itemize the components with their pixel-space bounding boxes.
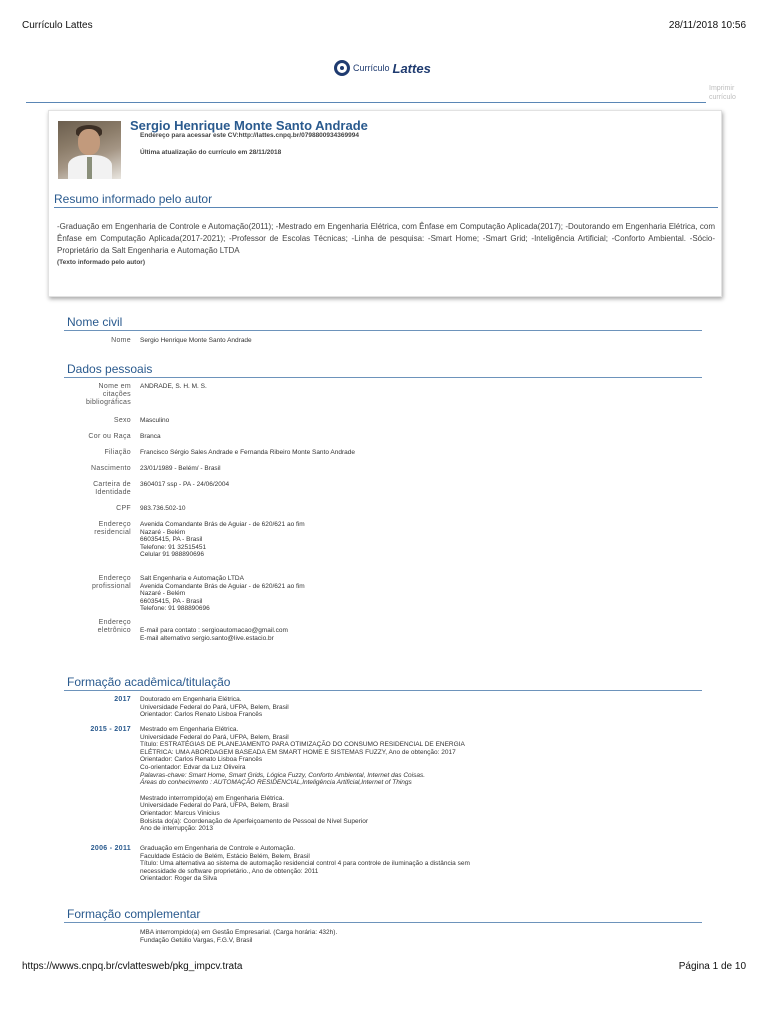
row-label: Nascimento — [91, 465, 131, 472]
complementar-line: MBA interrompido(a) em Gestão Empresarial. (Carga horária: 432h). — [140, 929, 338, 936]
header-divider — [26, 102, 706, 103]
complementar-line: Fundação Getúlio Vargas, F.G.V, Brasil — [140, 936, 253, 944]
formacao-line: Palavras-chave: Smart Home, Smart Grids, Lógica Fuzzy, Conforto Ambiental, Internet das Coisas. — [140, 771, 426, 779]
section-title-dados-pessoais: Dados pessoais — [67, 362, 153, 376]
formacao-entry — [140, 726, 480, 833]
formacao-line: Orientador: Carlos Renato Lisboa Francês — [140, 756, 263, 764]
row-value — [140, 465, 580, 473]
row-value — [140, 481, 580, 489]
row-value-line: 23/01/1989 - Belém/ - Brasil — [140, 465, 221, 472]
row-value-line: E-mail alternativo sergio.santo@live.estacio.br — [140, 634, 274, 642]
formacao-line: Co-orientador: Edvar da Luz Oliveira — [140, 763, 246, 771]
formacao-entry — [140, 845, 480, 883]
row-label: Nome em citações bibliográficas — [85, 383, 131, 406]
row-value-line: Avenida Comandante Brás de Aguiar - de 620/621 ao fim — [140, 521, 305, 528]
section-divider — [64, 690, 702, 691]
row-label: CPF — [116, 505, 131, 512]
lattes-logo[interactable] — [334, 60, 431, 76]
formacao-line: Ano de interrupção: 2013 — [140, 825, 213, 833]
formacao-line: Universidade Federal do Pará, UFPA, Belem, Brasil — [140, 703, 289, 711]
row-value-nome: Sergio Henrique Monte Santo Andrade — [140, 337, 252, 344]
section-title-formacao: Formação acadêmica/titulação — [67, 675, 231, 689]
row-label: Endereço residencial — [94, 521, 131, 536]
row-value — [140, 521, 580, 559]
row-value-line: Avenida Comandante Brás de Aguiar - de 620/621 ao fim — [140, 582, 305, 590]
cv-url[interactable]: Endereço para acessar este CV:http://lattes.cnpq.br/0798800934369994 — [140, 132, 359, 139]
complementar-entry — [140, 929, 480, 944]
logo-text-small: Currículo — [353, 63, 390, 73]
row-value — [140, 383, 580, 391]
section-divider — [64, 377, 702, 378]
row-value-line: Telefone: 91 32515451 — [140, 543, 207, 551]
logo-text-big: Lattes — [392, 60, 431, 76]
section-divider — [64, 330, 702, 331]
print-title: Currículo Lattes — [22, 20, 93, 31]
section-divider — [64, 922, 702, 923]
row-value-line: Francisco Sérgio Sales Andrade e Fernanda Ribeiro Monte Santo Andrade — [140, 449, 355, 456]
formacao-line: Orientador: Roger da Silva — [140, 875, 217, 883]
row-value-line: Masculino — [140, 417, 170, 424]
row-label: Filiação — [104, 449, 131, 456]
print-link-line-1: Imprimir — [709, 85, 735, 92]
row-label: Endereço profissional — [91, 575, 131, 590]
row-label-nome: Nome — [111, 337, 131, 344]
row-value-line: Salt Engenharia e Automação LTDA — [140, 575, 244, 582]
row-value-line: 66035415, PA - Brasil — [140, 536, 203, 544]
formacao-line: Título: ESTRATÉGIAS DE PLANEJAMENTO PARA OTIMIZAÇÃO DO CONSUMO RESIDENCIAL DE ENERGIA ELÉTRICA: UMA ABORDAGEM BASEADA EM SMART HOME E SISTEMAS FUZZY, Ano de obtenção: 2017 — [140, 741, 465, 756]
row-value — [140, 575, 580, 613]
formacao-year: 2017 — [114, 696, 131, 703]
row-label: Sexo — [113, 417, 131, 424]
formacao-line: Orientador: Carlos Renato Lisboa Francês — [140, 711, 263, 719]
formacao-line: Orientador: Marcus Vinicius — [140, 809, 220, 817]
formacao-year: 2015 - 2017 — [90, 726, 131, 733]
resumo-title: Resumo informado pelo autor — [54, 192, 213, 206]
resumo-divider — [54, 207, 718, 208]
resumo-note: (Texto informado pelo autor) — [57, 259, 145, 266]
print-link-line-2: currículo — [709, 94, 736, 101]
resumo-text: -Graduação em Engenharia de Controle e Automação(2011); -Mestrado em Engenharia Elétrica, com Ênfase em Computação Aplicada(2017); -Doutorando em Engenharia Elétrica, com Ênfase em Computação Aplicada(2017-2021); -Professor de Escolas Técnicas; -Linha de pesquisa: -Smart Home; -Smart Grid; -Inteligência Artificial; -Conforto Ambiental. -Sócio-Proprietário da Salt Engenharia e Automação LTDA — [57, 222, 715, 255]
print-header — [22, 20, 746, 31]
row-value-line: Nazaré - Belém — [140, 590, 186, 598]
print-url[interactable]: https://wwws.cnpq.br/cvlattesweb/pkg_impcv.trata — [22, 961, 243, 972]
row-label: Cor ou Raça — [88, 433, 131, 440]
formacao-line: Título: Uma alternativa ao sistema de automação residencial control 4 para controle de iluminação a distância sem necessidade de software proprietário., Ano de obtenção: 2011 — [140, 860, 470, 875]
formacao-line: Áreas do conhecimento : AUTOMAÇÃO RESIDENCIAL,Inteligência Artificial,Internet of Things — [140, 779, 412, 787]
formacao-line: Bolsista do(a): Coordenação de Aperfeiçoamento de Pessoal de Nível Superior — [140, 817, 368, 825]
row-label: Carteira de Identidade — [93, 481, 131, 496]
row-value-line: E-mail para contato : sergioautomacao@gmail.com — [140, 627, 288, 634]
print-footer — [22, 961, 746, 972]
formacao-line: Graduação em Engenharia de Controle e Automação. — [140, 845, 296, 852]
formacao-line: Doutorado em Engenharia Elétrica. — [140, 696, 242, 703]
row-value-line: 983.736.502-10 — [140, 505, 186, 512]
row-value-line: 66035415, PA - Brasil — [140, 597, 203, 605]
formacao-line: Universidade Federal do Pará, UFPA, Belem, Brasil — [140, 802, 289, 810]
row-value-line: ANDRADE, S. H. M. S. — [140, 383, 207, 390]
row-value — [140, 417, 580, 425]
row-value — [140, 449, 580, 457]
row-value[interactable] — [140, 619, 580, 642]
row-value-line: Branca — [140, 433, 161, 440]
row-value — [140, 505, 580, 513]
section-title-complementar: Formação complementar — [67, 907, 201, 921]
lattes-logo-icon — [334, 60, 350, 76]
print-datetime: 28/11/2018 10:56 — [668, 20, 746, 31]
formacao-year: 2006 - 2011 — [90, 845, 131, 852]
row-value — [140, 433, 580, 441]
formacao-line: Faculdade Estácio de Belém, Estácio Belém, Belem, Brasil — [140, 852, 310, 860]
formacao-line: Universidade Federal do Pará, UFPA, Belem, Brasil — [140, 733, 289, 741]
print-cv-link[interactable] — [709, 84, 749, 102]
row-label: Endereço eletrônico — [97, 619, 131, 634]
profile-name: Sergio Henrique Monte Santo Andrade — [130, 118, 368, 133]
print-page: Página 1 de 10 — [678, 961, 746, 972]
formacao-line — [140, 787, 480, 795]
formacao-line: Mestrado interrompido(a) em Engenharia Elétrica. — [140, 794, 285, 802]
row-value-line: Nazaré - Belém — [140, 528, 186, 536]
formacao-line: Mestrado em Engenharia Elétrica. — [140, 726, 239, 733]
formacao-entry — [140, 696, 480, 719]
section-title-nome-civil: Nome civil — [67, 315, 123, 329]
row-value-line: Telefone: 91 988890696 — [140, 605, 210, 613]
row-value-line: 3604017 ssp - PA - 24/06/2004 — [140, 481, 230, 488]
row-value-line — [140, 619, 580, 627]
profile-card — [48, 110, 722, 297]
profile-photo — [58, 121, 121, 179]
row-value-line: Celular 91 988890696 — [140, 551, 204, 559]
last-updated: Última atualização do currículo em 28/11/2018 — [140, 149, 282, 156]
